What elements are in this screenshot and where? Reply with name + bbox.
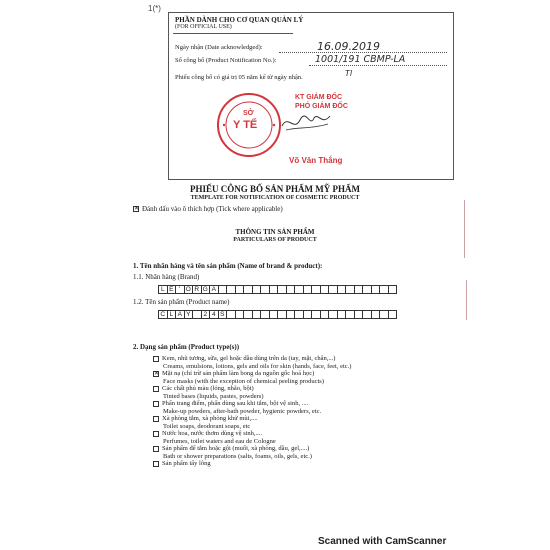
product-type-vi: Sản phẩm để tắm hoặc gội (muối, xà phòng, dầu, gel,....) [162, 445, 310, 452]
product-type-vi: Nước hoa, nước thơm dùng vệ sinh,.... [162, 430, 263, 437]
brand-char-cell [388, 285, 398, 294]
checkbox-icon [153, 446, 159, 452]
official-subtitle: (FOR OFFICIAL USE) [175, 24, 232, 30]
validity-text: Phiếu công bố có giá trị 05 năm kể từ ngày nhận. [175, 74, 303, 81]
brand-grid [158, 285, 396, 294]
checkbox-icon [153, 401, 159, 407]
product-label: 1.2. Tên sản phẩm (Product name) [133, 298, 230, 306]
checkbox-icon [153, 386, 159, 392]
product-type-en: Bath or shower preparations (salts, foams, oils, gels, etc.) [163, 452, 312, 460]
tick-instruction-text: Đánh dấu vào ô thích hợp (Tick where applicable) [142, 205, 283, 213]
product-type-vi: Mặt nạ (chỉ trừ sản phẩm làm bong da nguồn gốc hoá học) [162, 370, 315, 377]
product-char-cell: Y [184, 310, 194, 319]
date-value: 16.09.2019 [317, 40, 380, 53]
number-value: 1001/191 CBMP-LA [315, 54, 406, 65]
margin-mark [466, 280, 471, 320]
product-type-item [153, 400, 351, 408]
section1-heading [133, 262, 322, 270]
product-char-cell: C [158, 310, 168, 319]
product-type-vi: Xà phòng tắm, xà phòng khử mùi,.... [162, 415, 258, 422]
document-title: PHIẾU CÔNG BỐ SẢN PHẨM MỸ PHẨM [190, 184, 360, 194]
product-type-item [153, 460, 351, 468]
product-char-cell [388, 310, 398, 319]
brand-char-cell: G [201, 285, 211, 294]
product-char-cell: A [175, 310, 185, 319]
product-type-vi: Phấn trang điểm, phấn dùng sau khi tắm, bột vệ sinh, .... [162, 400, 309, 407]
handwritten-signature [278, 108, 334, 136]
checkbox-icon [153, 431, 159, 437]
brand-char-cell: E [167, 285, 177, 294]
product-type-en: Creams, emulsions, lotions, gels and oils for skin (hands, face, feet, etc.) [163, 362, 352, 370]
section2-heading [133, 343, 239, 351]
official-title: PHẦN DÀNH CHO CƠ QUAN QUẢN LÝ [175, 16, 304, 24]
brand-char-cell: O [184, 285, 194, 294]
product-type-item [153, 415, 351, 423]
checked-checkbox-icon: ✕ [134, 206, 140, 213]
initials: Tl [345, 69, 353, 78]
product-type-vi: Các chất phủ màu (lỏng, nhão, bột) [162, 385, 254, 392]
number-dotted-line [309, 65, 447, 66]
signer-name: Võ Văn Thắng [289, 156, 343, 165]
product-type-vi: Sản phẩm tẩy lông [162, 460, 211, 467]
brand-char-cell: A [209, 285, 219, 294]
section2-heading-text: 2. Dạng sản phẩm (Product type(s)) [133, 343, 240, 351]
product-name-grid [158, 310, 396, 319]
scanner-footer: Scanned with CamScanner [318, 536, 447, 547]
product-type-en: Make-up powders, after-bath powder, hygienic powders, etc. [163, 407, 322, 415]
seal-top-text: SỞ [243, 110, 254, 117]
tick-instruction [133, 205, 283, 213]
stamp-line-1: KT GIÁM ĐỐC [295, 94, 343, 101]
seal-center-text: Y TẾ [233, 119, 258, 131]
product-type-en: Face masks (with the exception of chemical peeling products) [163, 377, 325, 385]
checked-checkbox-icon: ✕ [154, 370, 160, 377]
particulars-title: THÔNG TIN SẢN PHẨM [235, 228, 315, 236]
product-type-item [153, 445, 351, 453]
product-type-item [153, 355, 351, 363]
stamp-line-2: PHÓ GIÁM ĐỐC [295, 103, 348, 110]
margin-mark [464, 200, 469, 258]
checkbox-icon [153, 461, 159, 467]
number-label: Số công bố (Product Notification No.): [175, 57, 277, 64]
date-label: Ngày nhận (Date acknowledged): [175, 44, 263, 51]
brand-char-cell: R [192, 285, 202, 294]
product-type-item [153, 385, 351, 393]
product-type-item [153, 370, 351, 378]
product-type-en: Toilet soaps, deodorant soaps, etc [163, 422, 251, 430]
product-char-cell: L [167, 310, 177, 319]
product-char-cell: 2 [201, 310, 211, 319]
particulars-subtitle: PARTICULARS OF PRODUCT [233, 237, 317, 243]
product-char-cell: 4 [209, 310, 219, 319]
brand-label: 1.1. Nhãn hàng (Brand) [133, 273, 200, 281]
official-seal [216, 92, 282, 158]
product-type-en: Perfumes, toilet waters and eau de Cologne [163, 437, 276, 445]
checkbox-icon [153, 356, 159, 362]
checkbox-icon [153, 416, 159, 422]
product-type-list [153, 355, 351, 468]
document-subtitle: TEMPLATE FOR NOTIFICATION OF COSMETIC PRODUCT [190, 195, 360, 201]
product-type-item [153, 430, 351, 438]
section1-heading-text: 1. Tên nhãn hàng và tên sản phẩm (Name of brand & product): [133, 262, 323, 270]
brand-char-cell: L [158, 285, 168, 294]
corner-note: 1(*) [148, 4, 161, 13]
product-type-vi: Kem, nhũ tương, sữa, gel hoặc dầu dùng trên da (tay, mặt, chân,...) [162, 355, 336, 362]
product-char-cell: S [218, 310, 228, 319]
product-type-en: Tinted bases (liquids, pastes, powders) [163, 392, 264, 400]
brand-char-cell: ' [175, 285, 185, 294]
official-title-underline [173, 33, 293, 34]
official-use-box [168, 12, 454, 180]
